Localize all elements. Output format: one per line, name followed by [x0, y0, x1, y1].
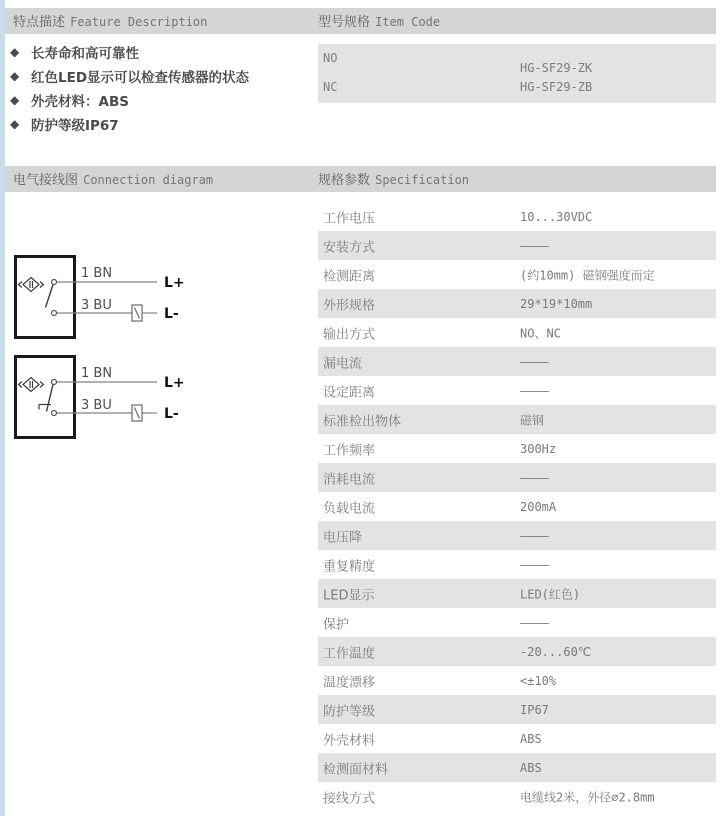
spec-label: 安装方式 — [323, 240, 376, 255]
terminal-positive: L+ — [164, 375, 185, 391]
diagram-no — [16, 257, 185, 338]
spec-label: 防护等级 — [323, 704, 376, 719]
spec-value: 200mA — [520, 499, 557, 514]
spec-label: 输出方式 — [323, 327, 376, 342]
spec-value: 电缆线2米，外径∅2.8mm — [520, 790, 655, 804]
diamond-bullet-icon: ◆ — [10, 117, 20, 131]
spec-value: ———— — [520, 557, 549, 572]
specification-title-zh: 规格参数 — [318, 173, 371, 188]
spec-row — [318, 550, 716, 579]
spec-value: NO、NC — [520, 326, 561, 340]
spec-label: 消耗电流 — [323, 472, 376, 487]
feature-list — [10, 40, 310, 136]
spec-value: 10...30VDC — [520, 209, 593, 224]
connection-section-title — [13, 166, 213, 192]
wiring-diagram-svg — [10, 250, 220, 450]
spec-value: IP67 — [520, 702, 549, 717]
connection-title-zh: 电气接线图 — [13, 173, 79, 188]
connection-title-en: Connection diagram — [83, 173, 214, 187]
connection-diagram — [10, 250, 220, 450]
spec-label: 外壳材料 — [323, 733, 376, 748]
item-code-value: HG-SF29-ZK — [520, 61, 593, 75]
spec-label: 接线方式 — [323, 791, 376, 806]
spec-value: ———— — [520, 383, 549, 398]
spec-label: 设定距离 — [323, 385, 376, 400]
contact-top — [52, 380, 57, 385]
spec-value: 300Hz — [520, 441, 557, 456]
features-title-en: Feature Description — [70, 15, 208, 29]
spec-row — [318, 695, 716, 724]
spec-value: 29*19*10mm — [520, 296, 593, 311]
sensor-box — [16, 357, 75, 438]
spec-label: 外形规格 — [323, 298, 376, 313]
spec-row — [318, 521, 716, 550]
spec-label: 标准检出物体 — [323, 414, 402, 429]
spec-row — [318, 492, 716, 521]
spec-label: 电压降 — [323, 530, 363, 545]
wire2-label: 3 BU — [81, 298, 112, 313]
diamond-bullet-icon: ◆ — [10, 45, 20, 59]
spec-label: 工作温度 — [323, 646, 376, 661]
spec-value: <±10% — [520, 673, 557, 688]
spec-value: ———— — [520, 238, 549, 253]
spec-row — [318, 579, 716, 608]
feature-list-item — [10, 88, 310, 112]
feature-text: 红色LED显示可以检查传感器的状态 — [31, 70, 250, 86]
spec-value: (约10mm) 磁钢强度而定 — [520, 268, 655, 282]
header-bar-middle — [5, 166, 716, 192]
spec-label: 温度漂移 — [323, 675, 376, 690]
sensor-box — [16, 257, 75, 338]
features-title-zh: 特点描述 — [13, 15, 66, 30]
diamond-bullet-icon: ◆ — [10, 69, 20, 83]
specification-title-en: Specification — [375, 173, 470, 187]
item-code-row — [318, 44, 716, 73]
specification-table — [318, 202, 716, 811]
spec-value: -20...60℃ — [520, 644, 592, 659]
spec-value: ABS — [520, 731, 542, 746]
feature-list-item — [10, 40, 310, 64]
itemcode-title-en: Item Code — [375, 15, 441, 29]
spec-row — [318, 376, 716, 405]
item-code-type: NC — [323, 80, 338, 94]
feature-text: 外壳材料：ABS — [31, 94, 129, 110]
spec-row — [318, 782, 716, 811]
spec-row — [318, 724, 716, 753]
spec-value: ———— — [520, 354, 549, 369]
spec-row — [318, 666, 716, 695]
header-bar-top — [5, 8, 716, 34]
spec-label: 检测面材料 — [323, 762, 389, 777]
spec-value: ———— — [520, 470, 549, 485]
itemcode-section-title — [318, 8, 440, 34]
terminal-negative: L- — [164, 406, 179, 422]
contact-top — [52, 280, 57, 285]
spec-row — [318, 434, 716, 463]
spec-label: 检测距离 — [323, 269, 376, 284]
item-code-row — [318, 73, 716, 102]
spec-value: LED(红色) — [520, 587, 581, 601]
spec-row — [318, 231, 716, 260]
diamond-bullet-icon: ◆ — [10, 93, 20, 107]
contact-bottom — [52, 411, 57, 416]
itemcode-title-zh: 型号规格 — [318, 15, 371, 30]
diagram-nc — [16, 357, 185, 438]
features-section-title — [13, 8, 207, 34]
spec-row — [318, 753, 716, 782]
terminal-positive: L+ — [164, 275, 185, 291]
left-accent-strip — [0, 0, 5, 816]
feature-list-item — [10, 112, 310, 136]
wire1-label: 1 BN — [81, 266, 113, 281]
feature-list-item — [10, 64, 310, 88]
item-code-table — [318, 44, 716, 103]
feature-text: 长寿命和高可靠性 — [31, 46, 139, 62]
spec-label: LED显示 — [323, 588, 375, 603]
spec-label: 重复精度 — [323, 559, 376, 574]
feature-text: 防护等级IP67 — [31, 118, 119, 134]
spec-label: 负载电流 — [323, 501, 376, 516]
spec-row — [318, 202, 716, 231]
spec-row — [318, 637, 716, 666]
spec-label: 工作电压 — [323, 211, 376, 226]
item-code-type: NO — [323, 51, 338, 65]
spec-label: 漏电流 — [323, 356, 363, 371]
specification-section-title — [318, 166, 469, 192]
spec-row — [318, 608, 716, 637]
spec-row — [318, 260, 716, 289]
spec-value: ———— — [520, 615, 549, 630]
spec-value: ———— — [520, 528, 549, 543]
spec-row — [318, 405, 716, 434]
item-code-value: HG-SF29-ZB — [520, 80, 593, 94]
spec-row — [318, 289, 716, 318]
spec-row — [318, 318, 716, 347]
wire1-label: 1 BN — [81, 366, 113, 381]
spec-label: 工作频率 — [323, 443, 376, 458]
contact-bottom — [52, 311, 57, 316]
spec-label: 保护 — [323, 617, 350, 632]
wire2-label: 3 BU — [81, 398, 112, 413]
spec-value: 磁钢 — [520, 413, 545, 427]
spec-row — [318, 347, 716, 376]
spec-value: ABS — [520, 760, 542, 775]
terminal-negative: L- — [164, 306, 179, 322]
spec-row — [318, 463, 716, 492]
